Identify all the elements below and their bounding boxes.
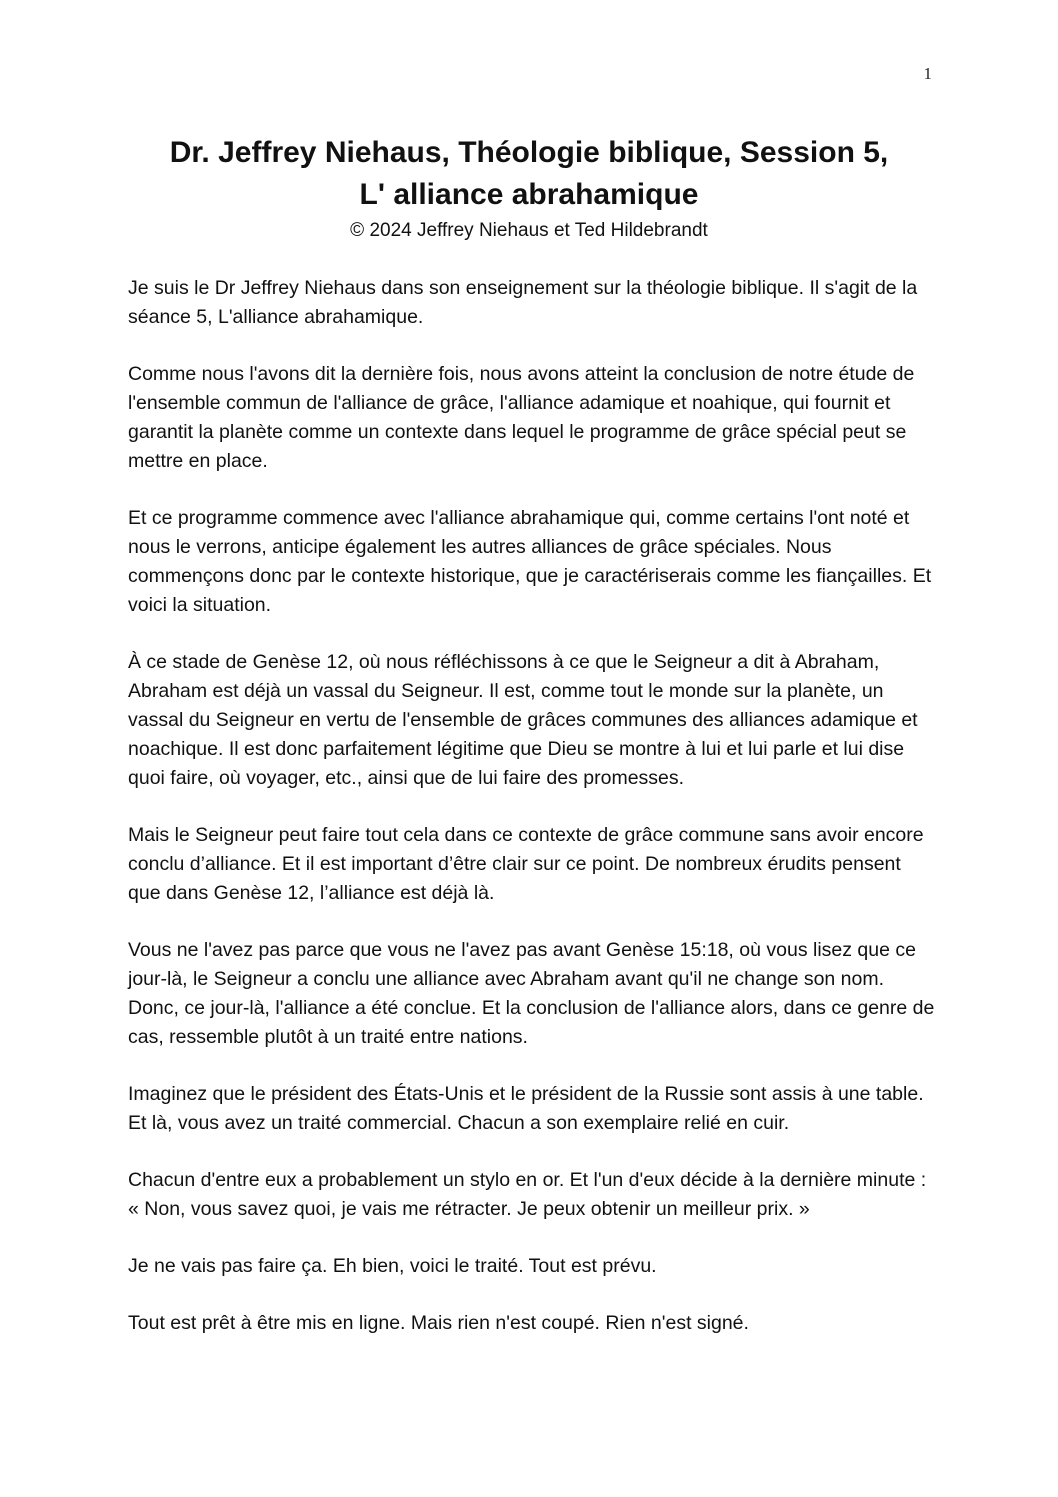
paragraph: Je suis le Dr Jeffrey Niehaus dans son enseignement sur la théologie biblique. Il s'agit de la séance 5, L'alliance abrahamique. bbox=[128, 277, 918, 328]
paragraph: Imaginez que le président des États-Unis et le président de la Russie sont assis à une table. Et là, vous avez un traité commercial. Chacun a son exemplaire relié en cuir. bbox=[128, 1083, 924, 1134]
paragraph: Chacun d'entre eux a probablement un stylo en or. Et l'un d'eux décide à la dernière minute : « Non, vous savez quoi, je vais me rétracter. Je peux obtenir un meilleur prix. » bbox=[128, 1169, 927, 1220]
paragraph: À ce stade de Genèse 12, où nous réfléchissons à ce que le Seigneur a dit à Abraham, Abraham est déjà un vassal du Seigneur. Il est, comme tout le monde sur la planète, un vassal du Seigneur en vertu de l'ensemble de grâces communes des alliances adamique et noachique. Il est donc parfaitement légitime que Dieu se montre à lui et lui parle et lui dise quoi faire, où voyager, etc., ainsi que de lui faire des promesses. bbox=[128, 651, 918, 789]
copyright-notice: © 2024 Jeffrey Niehaus et Ted Hildebrandt bbox=[350, 220, 708, 241]
document-title bbox=[100, 132, 958, 216]
title-line-2: L' alliance abrahamique bbox=[359, 178, 699, 211]
paragraph: Comme nous l'avons dit la dernière fois, nous avons atteint la conclusion de notre étude de l'ensemble commun de l'alliance de grâce, l'alliance adamique et noahique, qui fournit et garantit la planète comme un contexte dans lequel le programme de grâce spécial peut se mettre en place. bbox=[128, 363, 915, 472]
document-header bbox=[100, 132, 958, 244]
paragraph: Tout est prêt à être mis en ligne. Mais rien n'est coupé. Rien n'est signé. bbox=[128, 1312, 749, 1334]
title-line-1: Dr. Jeffrey Niehaus, Théologie biblique, Session 5, bbox=[169, 136, 889, 169]
paragraph: Je ne vais pas faire ça. Eh bien, voici le traité. Tout est prévu. bbox=[128, 1255, 657, 1277]
document-body bbox=[128, 274, 938, 1366]
paragraph: Et ce programme commence avec l'alliance abrahamique qui, comme certains l'ont noté et nous le verrons, anticipe également les autres alliances de grâce spéciales. Nous commençons donc par le contexte historique, que je caractériserais comme les fiançailles. Et voici la situation. bbox=[128, 507, 932, 616]
page-number: 1 bbox=[923, 64, 932, 83]
paragraph: Vous ne l'avez pas parce que vous ne l'avez pas avant Genèse 15:18, où vous lisez que ce jour-là, le Seigneur a conclu une alliance avec Abraham avant qu'il ne change son nom. Donc, ce jour-là, l'alliance a été conclue. Et la conclusion de l'alliance alors, dans ce genre de cas, ressemble plutôt à un traité entre nations. bbox=[128, 939, 935, 1048]
paragraph: Mais le Seigneur peut faire tout cela dans ce contexte de grâce commune sans avoir encore conclu d’alliance. Et il est important d’être clair sur ce point. De nombreux érudits pensent que dans Genèse 12, l’alliance est déjà là. bbox=[128, 824, 924, 904]
